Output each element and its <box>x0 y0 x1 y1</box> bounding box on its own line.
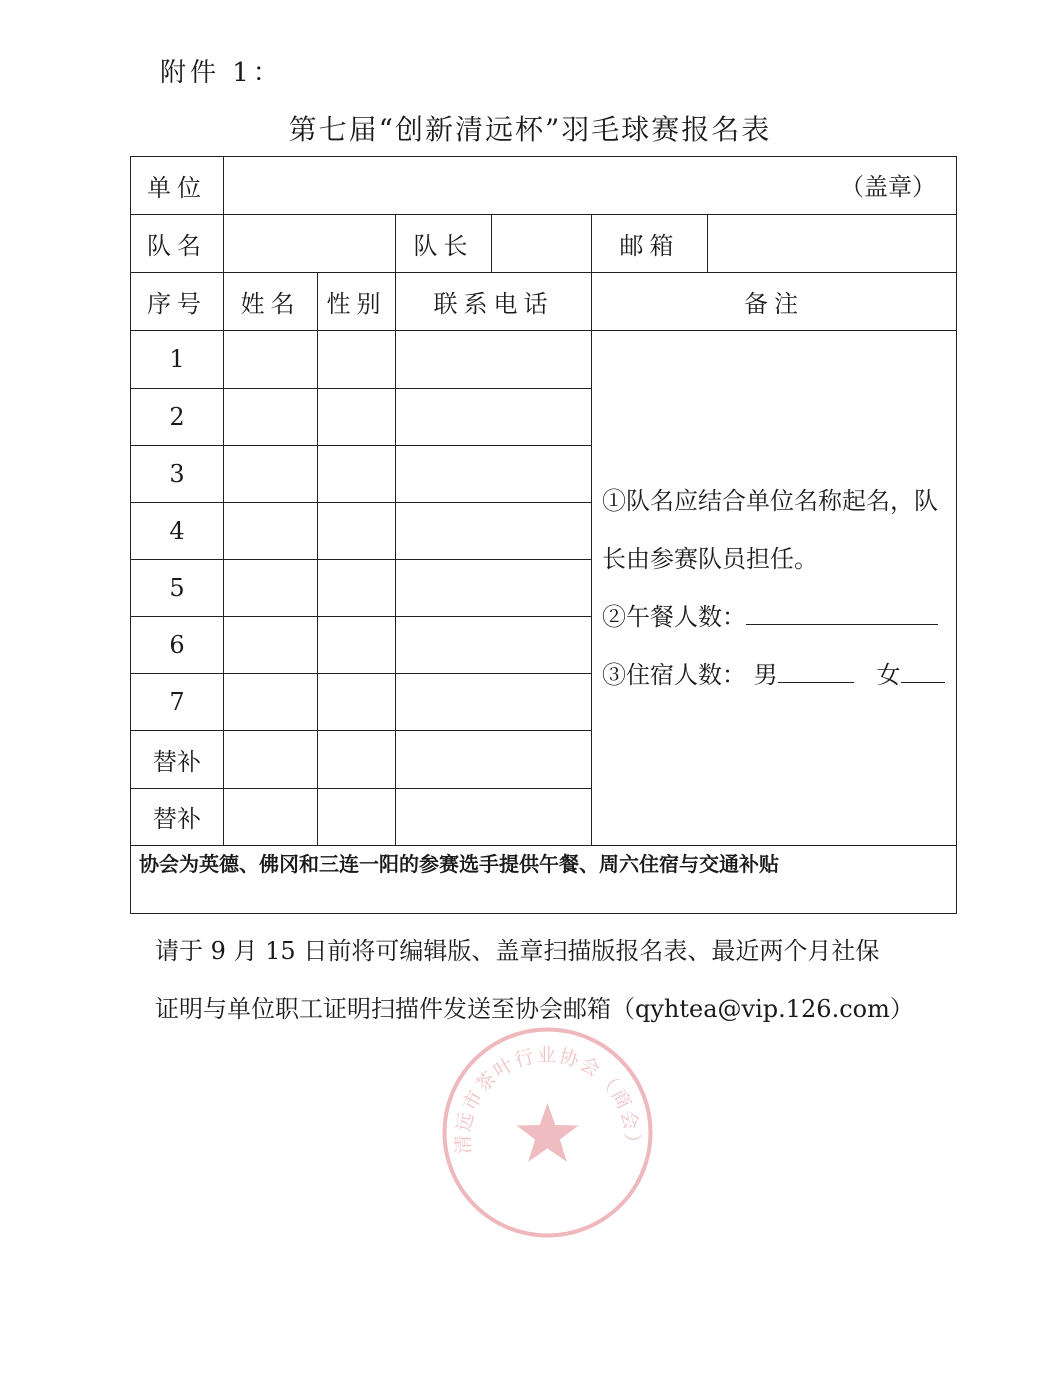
female-count-blank[interactable] <box>901 656 945 683</box>
row-seq: 替补 <box>131 788 224 845</box>
gender-cell[interactable] <box>318 674 396 731</box>
note-1-line-1: ①队名应结合单位名称起名，队 <box>602 487 938 516</box>
gender-cell[interactable] <box>318 445 396 502</box>
captain-label: 队长 <box>396 215 492 273</box>
female-label: 女 <box>876 661 901 690</box>
name-cell[interactable] <box>224 731 318 788</box>
phone-cell[interactable] <box>396 445 592 502</box>
subsidy-note: 协会为英德、佛冈和三连一阳的参赛选手提供午餐、周六住宿与交通补贴 <box>131 845 957 913</box>
row-seq: 替补 <box>131 731 224 788</box>
phone-cell[interactable] <box>396 617 592 674</box>
male-count-blank[interactable] <box>778 656 854 683</box>
male-label: 男 <box>753 661 778 690</box>
name-cell[interactable] <box>224 788 318 845</box>
gender-cell[interactable] <box>318 617 396 674</box>
header-phone: 联系电话 <box>396 273 592 331</box>
header-seq: 序号 <box>131 273 224 331</box>
phone-cell[interactable] <box>396 502 592 559</box>
gender-cell[interactable] <box>318 559 396 616</box>
official-seal <box>440 1025 655 1240</box>
row-seq: 1 <box>131 331 224 388</box>
phone-cell[interactable] <box>396 559 592 616</box>
registration-form <box>130 156 957 914</box>
name-cell[interactable] <box>224 502 318 559</box>
header-remarks: 备注 <box>592 273 957 331</box>
gender-cell[interactable] <box>318 502 396 559</box>
instructions-line-1: 请于 9 月 15 日前将可编辑版、盖章扫描版报名表、最近两个月社保 <box>155 937 880 965</box>
note-2 <box>602 588 946 646</box>
team-name-field[interactable] <box>224 215 396 273</box>
lunch-count-label: ②午餐人数： <box>602 603 746 632</box>
submission-instructions <box>155 922 975 1038</box>
phone-cell[interactable] <box>396 674 592 731</box>
lodging-count-label: ③住宿人数： <box>602 661 746 690</box>
remarks-notes <box>592 331 957 845</box>
name-cell[interactable] <box>224 674 318 731</box>
note-1-line-2: 长由参赛队员担任。 <box>602 545 818 574</box>
name-cell[interactable] <box>224 388 318 445</box>
unit-label: 单位 <box>131 157 224 215</box>
name-cell[interactable] <box>224 445 318 502</box>
seal-star-icon <box>517 1103 579 1162</box>
gender-cell[interactable] <box>318 731 396 788</box>
phone-cell[interactable] <box>396 788 592 845</box>
name-cell[interactable] <box>224 331 318 388</box>
header-name: 姓名 <box>224 273 318 331</box>
row-seq: 3 <box>131 445 224 502</box>
lunch-count-blank[interactable] <box>746 598 938 625</box>
page-title: 第七届“创新清远杯”羽毛球赛报名表 <box>288 113 772 146</box>
phone-cell[interactable] <box>396 331 592 388</box>
row-seq: 4 <box>131 502 224 559</box>
gender-cell[interactable] <box>318 788 396 845</box>
row-seq: 7 <box>131 674 224 731</box>
email-field[interactable] <box>708 215 957 273</box>
phone-cell[interactable] <box>396 388 592 445</box>
name-cell[interactable] <box>224 617 318 674</box>
name-cell[interactable] <box>224 559 318 616</box>
row-seq: 6 <box>131 617 224 674</box>
gender-cell[interactable] <box>318 331 396 388</box>
phone-cell[interactable] <box>396 731 592 788</box>
row-seq: 2 <box>131 388 224 445</box>
captain-field[interactable] <box>492 215 592 273</box>
row-seq: 5 <box>131 559 224 616</box>
team-name-label: 队名 <box>131 215 224 273</box>
email-label: 邮箱 <box>592 215 708 273</box>
seal-note: （盖章） <box>840 173 936 201</box>
seal-text: 清远市茶叶行业协会（商会） <box>452 1044 643 1155</box>
attachment-label: 附件 1： <box>160 58 283 88</box>
gender-cell[interactable] <box>318 388 396 445</box>
instructions-line-2: 证明与单位职工证明扫描件发送至协会邮箱（qyhtea@vip.126.com） <box>155 995 914 1023</box>
unit-field[interactable] <box>224 157 957 215</box>
header-gender: 性别 <box>318 273 396 331</box>
note-3 <box>602 646 946 704</box>
